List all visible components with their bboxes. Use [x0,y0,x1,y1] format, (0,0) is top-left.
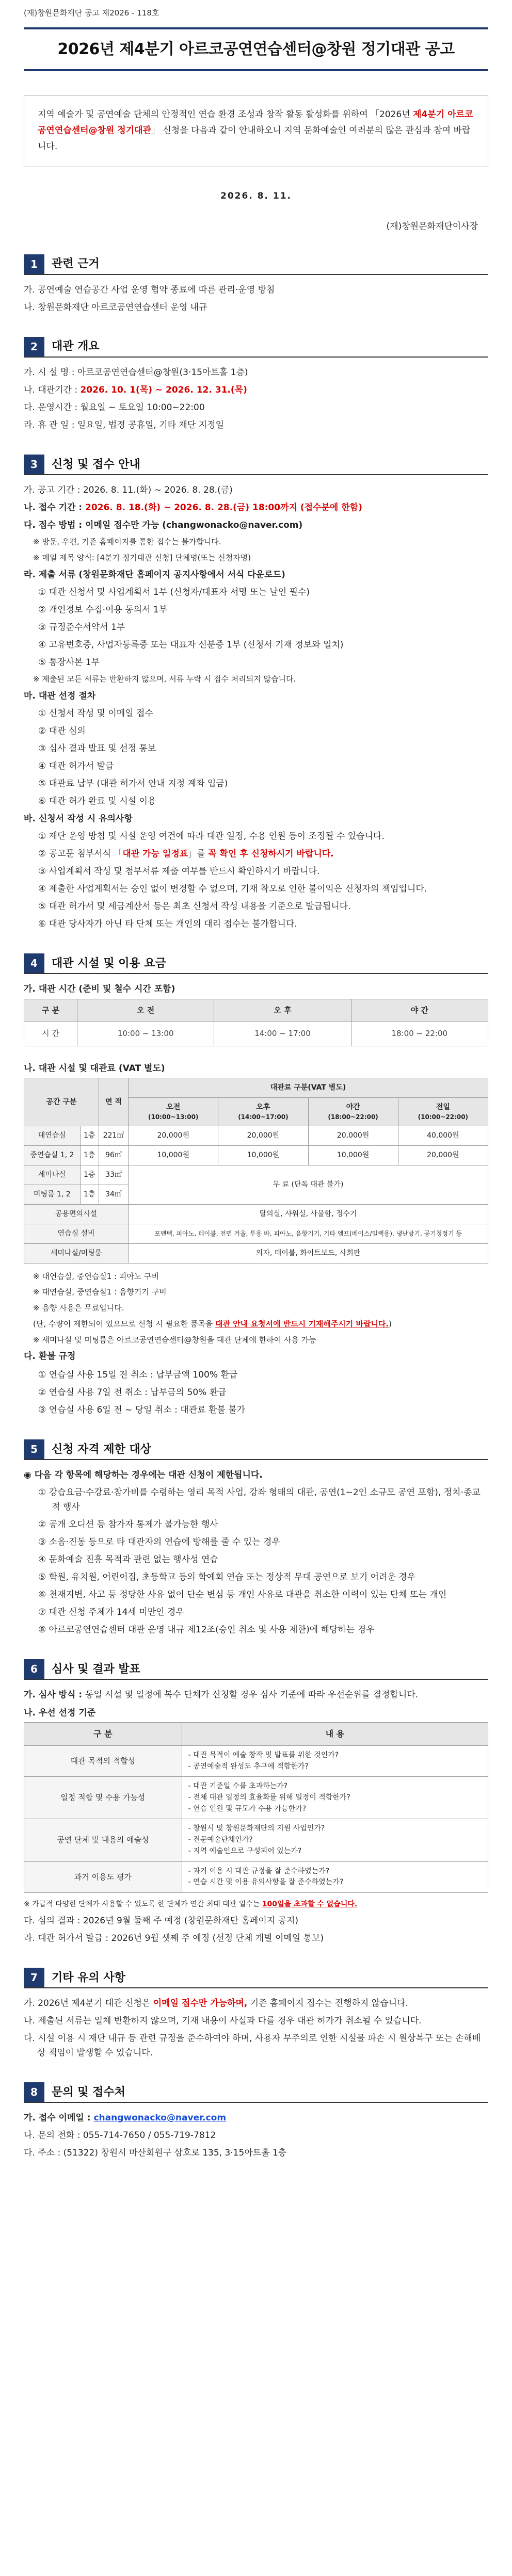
fee-cell: 20,000원 [129,1126,218,1145]
table-row [24,1126,488,1145]
section-header [24,337,488,358]
table-header [398,1098,488,1126]
space-floor: 1층 [80,1126,99,1145]
criteria-line: - 전문예술단체인가? [188,1836,253,1844]
note-text: (단, 수량이 제한되어 있으므로 신청 시 필요한 품목을 [33,1319,216,1328]
equipment-name: 공용편의시설 [24,1204,129,1224]
table-row [24,1819,488,1861]
restriction-item: ① 강습요금·수강료·참가비를 수령하는 영리 목적 사업, 강좌 형태의 대관, 공연(1~2인 소규모 공연 포함), 정치·종교적 행사 [38,1487,481,1513]
fee-note: ※ 음향 사용은 무료입니다. [33,1303,124,1313]
max-days-value: 100일을 초과할 수 없습니다. [262,1900,358,1908]
procedure-step: ① 신청서 작성 및 이메일 접수 [38,708,153,719]
section-title: 관련 근거 [52,257,100,271]
section-number: 6 [24,1659,44,1679]
contact-email [24,2109,488,2127]
refund-item: ③ 연습실 사용 6일 전 ~ 당일 취소 : 대관료 환불 불가 [38,1404,246,1415]
section-legal-basis [24,254,488,316]
other-note [24,1995,488,2012]
fee-cell: 10,000원 [129,1145,218,1165]
restriction-lead: ◉ 다음 각 항목에 해당하는 경우에는 대관 신청이 제한됩니다. [24,1470,263,1480]
table-row [24,1861,488,1892]
caution-text: ② 공고문 첨부서식 「 [38,849,123,860]
section-title: 문의 및 접수처 [52,2085,125,2099]
section-header [24,1968,488,1988]
receipt-period-label: 나. 접수 기간 : [24,503,86,513]
note-documents: ※ 제출된 모든 서류는 반환하지 않으며, 서류 누락 시 접수 처리되지 않습니다. [33,674,296,684]
criteria-line: - 전체 대관 일정의 효율화를 위해 일정이 적합한가? [188,1793,350,1802]
table-row [24,1224,488,1243]
criteria-line: - 연습 시간 및 이용 유의사항을 잘 준수하였는가? [188,1878,344,1887]
fee-cell: 10,000원 [308,1145,398,1165]
criteria-content [182,1819,488,1861]
intro-box [24,95,488,167]
contact-address: 다. 주소 : (51322) 창원시 마산회원구 삼호로 135, 3·15아트홀 1층 [24,2148,287,2159]
section-title: 대관 시설 및 이용 요금 [52,957,166,970]
document-item: ④ 고유번호증, 사업자등록증 또는 대표자 신분증 1부 (신청서 기재 정보와 일치) [38,639,344,650]
table-row [24,1243,488,1263]
equipment-name: 연습실 설비 [24,1224,129,1243]
section-contact [24,2082,488,2162]
space-area: 33㎡ [99,1165,128,1185]
review-method-label: 가. 심사 방식 : [24,1690,86,1700]
criteria-content [182,1777,488,1819]
contact-email-label: 가. 접수 이메일 : [24,2113,94,2124]
section-title: 신청 자격 제한 대상 [52,1443,151,1456]
section-title: 기타 유의 사항 [52,1971,125,1984]
other-note: 나. 제출된 서류는 일체 반환하지 않으며, 기재 내용이 사실과 다를 경우 대관 허가가 취소될 수 있습니다. [24,2016,422,2027]
restriction-item: ④ 문화예술 진흥 목적과 관련 없는 행사성 연습 [38,1554,218,1565]
rental-period [24,381,488,399]
cautions-heading: 바. 신청서 작성 시 유의사항 [24,814,133,824]
space-floor: 1층 [80,1185,99,1204]
procedure-step: ④ 대관 허가서 발급 [38,760,114,771]
table-header [218,1098,308,1126]
table-row [24,1165,488,1185]
section-title: 신청 및 접수 안내 [52,458,140,471]
space-name: 미팅룸 1, 2 [24,1185,81,1204]
fee-notes [24,1269,488,1348]
space-name: 대연습실 [24,1126,81,1145]
facility-name: 가. 시 설 명 : 아르코공연연습센터@창원(3·15아트홀 1층) [24,367,248,378]
contact-email-link[interactable]: changwonacko@naver.com [93,2113,227,2124]
table-cell: 14:00 ~ 17:00 [214,1022,351,1046]
criteria-line: - 대관 목적이 예술 창작 및 발표를 위한 것인가? [188,1751,339,1760]
permit-issue: 라. 대관 허가서 발급 : 2026년 9월 셋째 주 예정 (선정 단체 개별 이메일 통보) [24,1933,324,1944]
table-row [24,1746,488,1777]
fee-cell: 20,000원 [218,1126,308,1145]
receipt-method [24,516,488,534]
section-header [24,2082,488,2103]
caution-item: ④ 제출한 사업계획서는 승인 없이 변경할 수 없으며, 기재 착오로 인한 불이익은 신청자의 책임입니다. [38,884,427,895]
space-name: 중연습실 1, 2 [24,1145,81,1165]
other-note: 다. 시설 이용 시 재단 내규 등 관련 규정을 준수하여야 하며, 사용자 부주의로 인한 시설물 파손 시 원상복구 또는 손해배상 책임이 발생할 수 있습니다. [24,2033,481,2059]
restriction-item: ⑧ 아르코공연연습센터 대관 운영 내규 제12조(승인 취소 및 사용 제한)에 해당하는 경우 [38,1625,375,1635]
table-cell: 10:00 ~ 13:00 [77,1022,214,1046]
table-header: 공간 구분 [24,1078,99,1126]
refund-item: ② 연습실 사용 7일 전 취소 : 납부금의 50% 환급 [38,1387,227,1398]
section-header [24,254,488,275]
page-bottom [24,2162,488,2193]
rental-period-value: 2026. 10. 1(목) ~ 2026. 12. 31.(목) [80,384,247,395]
fee-note: ※ 대연습실, 중연습실1 : 피아노 구비 [33,1271,159,1281]
section-number: 2 [24,337,44,357]
receipt-period-value: 2026. 8. 18.(화) ~ 2026. 8. 28.(금) 18:00까지 (접수분에 한함) [85,503,362,513]
caution-item: ③ 사업계획서 작성 및 첨부서류 제출 여부를 반드시 확인하시기 바랍니다. [38,866,320,877]
intro-highlight: 제4분기 아르코공연연습센터@창원 정기대관 [38,109,473,136]
section-number: 5 [24,1439,44,1459]
intro-text-post: 」 신청을 다음과 같이 안내하오니 지역 문화예술인 여러분의 많은 관심과 참여 바랍니다. [38,125,471,152]
issuer: (재)창원문화재단이사장 [386,221,478,232]
space-floor: 1층 [80,1145,99,1165]
section-other-notes [24,1968,488,2062]
document-item: ③ 규정준수서약서 1부 [38,622,125,633]
criteria-line: - 공연예술적 완성도 추구에 적합한가? [188,1762,309,1771]
section-header [24,455,488,475]
section-number: 1 [24,254,44,274]
table-header: 오 전 [77,999,214,1022]
procedure-step: ⑥ 대관 허가 완료 및 시설 이용 [38,796,156,807]
col-name: 오후 [256,1103,270,1112]
space-name: 세미나실 [24,1165,81,1185]
table-header: 야 간 [351,999,488,1022]
rental-time-heading: 가. 대관 시간 (준비 및 철수 시간 포함) [24,984,175,995]
equipment-value: 의자, 테이블, 화이트보드, 사회판 [129,1243,488,1263]
rental-time-table [24,999,488,1046]
criteria-name: 과거 이용도 평가 [24,1861,182,1892]
receipt-method-value: 이메일 접수만 가능 (changwonacko@naver.com) [85,520,303,531]
criteria-line: - 창원시 및 창원문화재단의 지원 사업인가? [188,1824,325,1833]
fee-cell: 20,000원 [308,1126,398,1145]
contact-phone: 나. 문의 전화 : 055-714-7650 / 055-719-7812 [24,2130,216,2141]
criteria-line: - 연습 인원 및 규모가 수용 가능한가? [188,1804,307,1813]
refund-item: ① 연습실 사용 15일 전 취소 : 납부금액 100% 환급 [38,1369,238,1380]
document-item: ② 개인정보 수집·이용 동의서 1부 [38,604,168,615]
section-rental-overview [24,337,488,434]
table-header: 면 적 [99,1078,128,1126]
review-method [24,1686,488,1704]
criteria-table [24,1722,488,1893]
table-row [24,1145,488,1165]
note-mail-subject: ※ 메일 제목 양식: [4분기 정기대관 신청] 단체명(또는 신청자명) [33,553,251,562]
criteria-line: - 지역 예술인으로 구성되어 있는가? [188,1846,302,1855]
notice-date: 2026. 8. 11. [220,190,292,201]
documents-heading: 라. 제출 서류 (창원문화재단 홈페이지 공지사항에서 서식 다운로드) [24,569,285,580]
col-time: (14:00~17:00) [238,1113,289,1121]
restriction-item: ⑦ 대관 신청 주체가 14세 미만인 경우 [38,1607,184,1618]
criteria-line: - 과거 이용 시 대관 규정을 잘 준수하였는가? [188,1867,330,1875]
section-title: 심사 및 결과 발표 [52,1662,140,1676]
space-area: 221㎡ [99,1126,128,1145]
fee-table-heading: 나. 대관 시설 및 대관료 (VAT 별도) [24,1063,165,1074]
title-bar [24,27,488,71]
caution-item: ⑥ 대관 당사자가 아닌 타 단체 또는 개인의 대리 접수는 불가합니다. [38,919,297,930]
section-title: 대관 개요 [52,340,100,353]
note-no-visit: ※ 방문, 우편, 기존 홈페이지를 통한 접수는 불가합니다. [33,537,221,547]
table-cell: 18:00 ~ 22:00 [351,1022,488,1046]
space-floor: 1층 [80,1165,99,1185]
section-restrictions [24,1439,488,1639]
col-name: 오전 [166,1103,181,1112]
table-header: 구 분 [24,1723,182,1746]
section-number: 8 [24,2082,44,2102]
document-item: ① 대관 신청서 및 사업계획서 1부 (신청자/대표자 서명 또는 날인 필수) [38,587,310,597]
review-method-value: 동일 시설 및 일정에 복수 단체가 신청할 경우 심사 기준에 따라 우선순위를 결정합니다. [85,1690,419,1700]
criteria-heading: 나. 우선 선정 기준 [24,1707,96,1718]
fee-note: ※ 세미나실 및 미팅룸은 아르코공연연습센터@창원을 대관 단체에 한하여 사용 가능 [33,1335,316,1344]
procedure-heading: 마. 대관 선정 절차 [24,690,96,701]
table-row [24,1777,488,1819]
table-header [129,1098,218,1126]
fee-cell: 40,000원 [398,1126,488,1145]
section-number: 4 [24,953,44,973]
table-cell: 시 간 [24,1022,77,1046]
section-application [24,455,488,933]
fee-cell: 20,000원 [398,1145,488,1165]
procedure-step: ③ 심사 결과 발표 및 선정 통보 [38,743,156,754]
col-time: (10:00~13:00) [148,1113,199,1121]
section-header [24,1439,488,1460]
criteria-name: 일정 적합 및 수용 가능성 [24,1777,182,1819]
table-row [24,1204,488,1224]
criteria-name: 대관 목적의 적합성 [24,1746,182,1777]
space-area: 34㎡ [99,1185,128,1204]
col-name: 야간 [346,1103,360,1112]
equipment-name: 세미나실/미팅룸 [24,1243,129,1263]
table-header [308,1098,398,1126]
col-name: 전일 [436,1103,450,1112]
receipt-method-label: 다. 접수 방법 : [24,520,86,531]
criteria-content [182,1746,488,1777]
restriction-item: ⑥ 천재지변, 사고 등 정당한 사유 없이 단순 변심 등 개인 사유로 대관을 취소한 이력이 있는 단체 또는 개인 [38,1590,447,1600]
refund-heading: 다. 환불 규정 [24,1351,76,1362]
table-header: 오 후 [214,999,351,1022]
col-time: (10:00~22:00) [418,1113,469,1121]
rental-period-label: 나. 대관기간 : [24,384,81,395]
fee-cell: 10,000원 [218,1145,308,1165]
max-days-note [24,1897,488,1912]
table-header: 내 용 [182,1723,488,1746]
review-result: 다. 심의 결과 : 2026년 9월 둘째 주 예정 (창원문화재단 홈페이지 공지) [24,1915,299,1926]
equipment-value: 포맨텍, 피아노, 테이블, 전면 거울, 투용 바, 피아노, 음향기기, 기타 엠프(베이스/일렉용), 냉난방기, 공기청정기 등 [129,1224,488,1243]
table-header: 대관료 구분(VAT 별도) [129,1078,488,1098]
col-time: (18:00~22:00) [328,1113,378,1121]
document-item: ⑤ 통장사본 1부 [38,657,100,668]
email-only-emphasis: 이메일 접수만 가능하며, [153,1998,248,2009]
caution-item [24,845,488,863]
section-number: 3 [24,455,44,474]
note-emphasis: 대관 안내 요청서에 반드시 기재해주시기 바랍니다. [215,1319,389,1328]
caution-emphasis: 꼭 확인 후 신청하시기 바랍니다. [208,849,334,860]
notice-period: 가. 공고 기간 : 2026. 8. 11.(화) ~ 2026. 8. 28.(금) [24,485,233,496]
note-text: ※ 가급적 다양한 단체가 사용할 수 있도록 한 단체가 연간 최대 대관 일수는 [24,1900,262,1908]
note-text: ) [389,1319,392,1328]
restriction-item: ③ 소음·진동 등으로 타 대관자의 연습에 방해를 줄 수 있는 경우 [38,1537,280,1548]
caution-item: ⑤ 대관 허가서 및 세금계산서 등은 최초 신청서 작성 내용을 기준으로 발급됩니다. [38,901,351,912]
criteria-name: 공연 단체 및 내용의 예술성 [24,1819,182,1861]
section-header [24,1659,488,1680]
restriction-item: ⑤ 학원, 유치원, 어린이집, 초등학교 등의 학예회 연습 또는 정상적 무대 공연으로 보기 어려운 경우 [38,1572,416,1583]
caution-text: 」를 [188,849,209,860]
basis-2: 나. 창원문화재단 아르코공연연습센터 운영 내규 [24,302,207,313]
restriction-item: ② 공개 오디션 등 참가자 통제가 불가능한 행사 [38,1519,218,1530]
section-review [24,1659,488,1947]
receipt-period [24,499,488,516]
section-header [24,953,488,974]
criteria-line: - 대관 기준일 수를 초과하는가? [188,1782,288,1791]
procedure-step: ⑤ 대관료 납부 (대관 허가서 안내 지정 계좌 입금) [38,779,228,789]
closed-days: 라. 휴 관 일 : 일요일, 법정 공휴일, 기타 재단 지정일 [24,420,224,431]
fee-note: ※ 대연습실, 중연습실1 : 음향기기 구비 [33,1287,167,1297]
fee-note [24,1316,488,1332]
page-title: 2026년 제4분기 아르코공연연습센터@창원 정기대관 공고 [57,40,455,58]
equipment-value: 탈의실, 샤워실, 사물함, 정수기 [129,1204,488,1224]
table-header: 구 분 [24,999,77,1022]
basis-1: 가. 공연예술 연습공간 사업 운영 협약 종료에 따른 관리·운영 방침 [24,284,275,295]
note-text: 기존 홈페이지 접수는 진행하지 않습니다. [247,1998,408,2009]
space-area: 96㎡ [99,1145,128,1165]
notice-number: (재)창원문화재단 공고 제2026 - 118호 [24,8,159,18]
caution-item: ① 재단 운영 방침 및 시설 운영 여건에 따라 대관 일정, 수용 인원 등이 조정될 수 있습니다. [38,831,385,842]
schedule-attachment: 대관 가능 일정표 [122,849,188,860]
fee-table [24,1078,488,1263]
section-number: 7 [24,1968,44,1987]
note-text: 가. 2026년 제4분기 대관 신청은 [24,1998,153,2009]
criteria-content [182,1861,488,1892]
free-cell: 무 료 (단독 대관 불가) [129,1165,488,1204]
operating-hours: 다. 운영시간 : 월요일 ~ 토요일 10:00~22:00 [24,402,205,413]
intro-text-pre: 지역 예술가 및 공연예술 단체의 안정적인 연습 환경 조성과 창작 활동 활성화를 위하여 「2026년 [38,109,413,120]
procedure-step: ② 대관 심의 [38,725,86,736]
section-facilities-fees [24,953,488,1419]
